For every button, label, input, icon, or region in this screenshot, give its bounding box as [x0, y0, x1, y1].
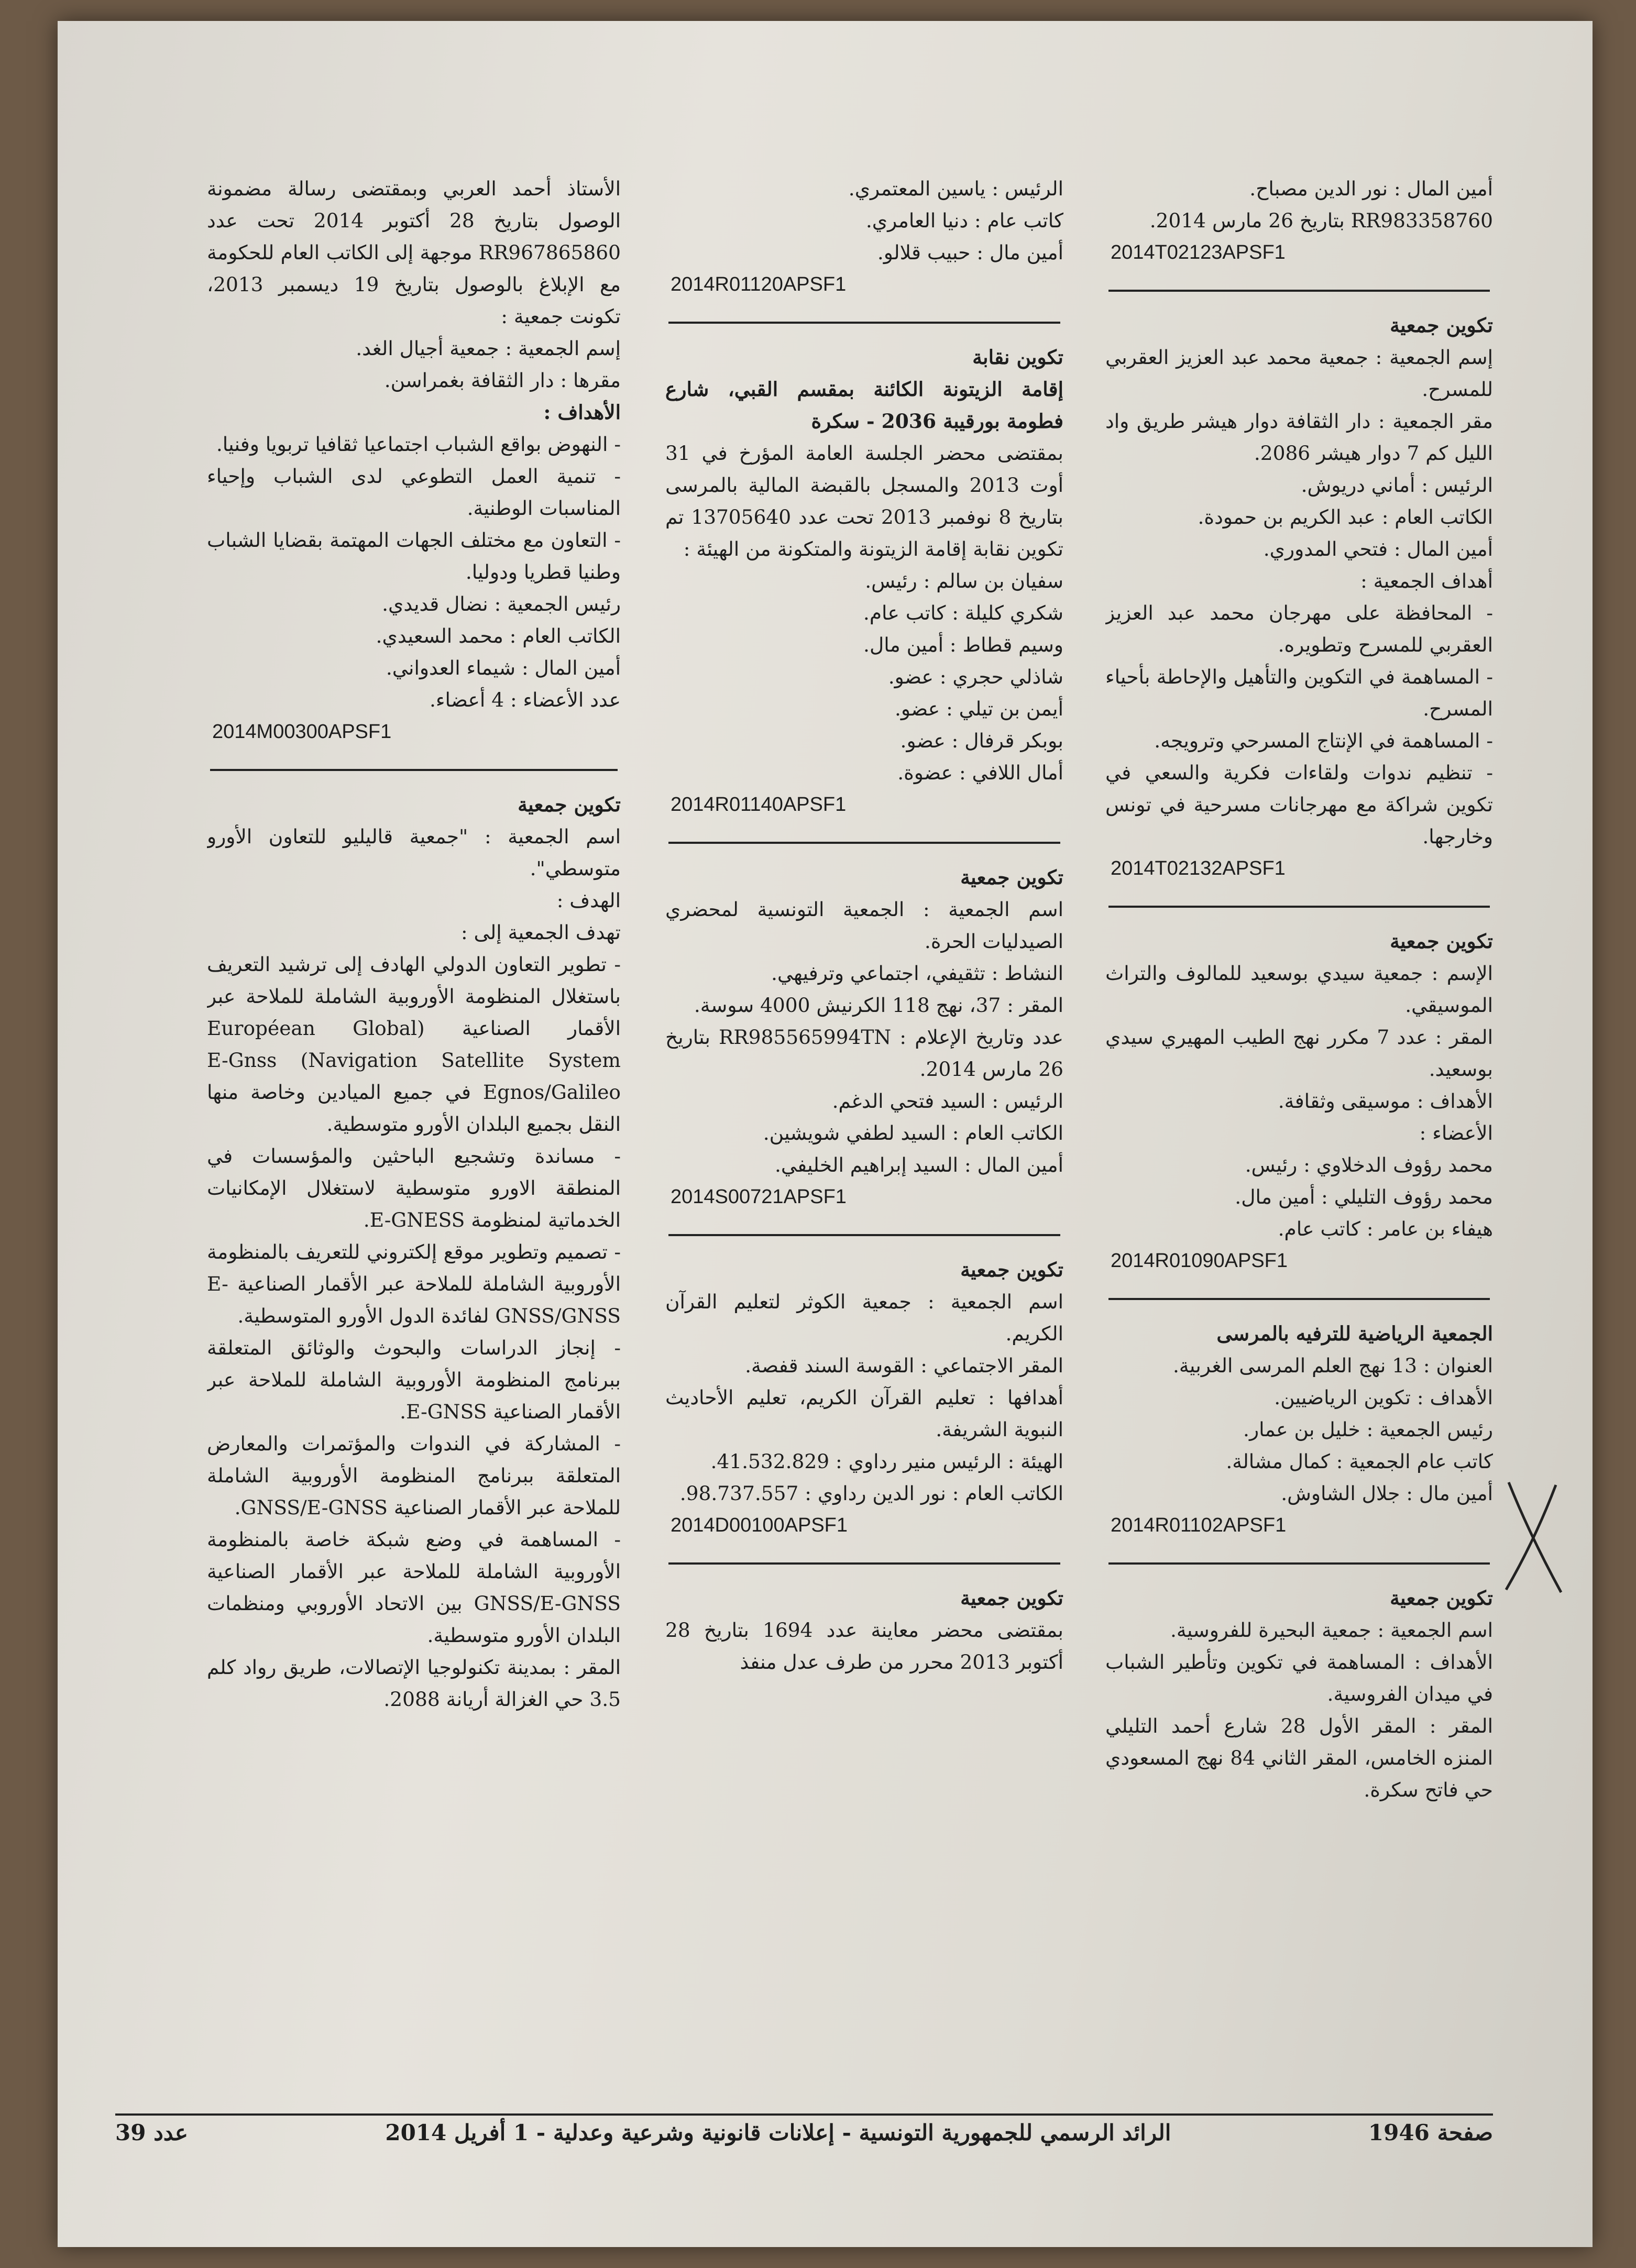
- text-paragraph: أمين مال : جلال الشاوش.: [1281, 1482, 1493, 1505]
- text-paragraph: الأهداف : موسيقى وثقافة.: [1278, 1089, 1493, 1113]
- text-paragraph: هيفاء بن عامر : كاتب عام.: [1278, 1217, 1493, 1240]
- text-paragraph: - النهوض بواقع الشباب اجتماعيا ثقافيا تربويا وفنيا.: [216, 433, 621, 456]
- section-divider: [668, 842, 1060, 844]
- text-paragraph: كاتب عام الجمعية : كمال مشالة.: [1226, 1450, 1493, 1473]
- reference-code: 2014D00100APSF1: [671, 1514, 848, 1536]
- text-paragraph: الكاتب العام : محمد السعيدي.: [376, 624, 621, 647]
- text-paragraph: أيمن بن تيلي : عضو.: [895, 697, 1063, 720]
- text-paragraph: الهدف :: [556, 889, 621, 912]
- text-paragraph: أهداف الجمعية :: [1360, 569, 1493, 592]
- page-footer: [115, 2113, 1493, 2145]
- footer-page-number: صفحة 1946: [1368, 2120, 1493, 2145]
- text-paragraph: - المساهمة في الإنتاج المسرحي وترويجه.: [1154, 729, 1493, 752]
- text-paragraph: الرئيس : ياسين المعتمري.: [848, 177, 1063, 200]
- text-paragraph: الأعضاء :: [1419, 1121, 1493, 1144]
- section-heading: الأهداف :: [543, 401, 621, 424]
- text-paragraph: إسم الجمعية : جمعية أجيال الغد.: [356, 337, 621, 360]
- reference-code: 2014R01102APSF1: [1111, 1514, 1287, 1536]
- section-heading: تكوين جمعية: [960, 1258, 1063, 1281]
- text-paragraph: الرئيس : أماني دريوش.: [1301, 474, 1493, 497]
- section-divider: [668, 1562, 1060, 1565]
- text-paragraph: اسم الجمعية : الجمعية التونسية لمحضري الصيدليات الحرة.: [665, 898, 1063, 953]
- text-paragraph: عدد الأعضاء : 4 أعضاء.: [430, 688, 621, 711]
- text-paragraph: وسيم قطاط : أمين مال.: [863, 633, 1063, 656]
- text-paragraph: أمين المال : شيماء العدواني.: [386, 656, 621, 679]
- text-paragraph: أمال اللافي : عضوة.: [897, 761, 1063, 784]
- text-paragraph: مقرها : دار الثقافة بغمراسن.: [384, 369, 621, 392]
- text-paragraph: - المساهمة في التكوين والتأهيل والإحاطة بأحياء المسرح.: [1105, 665, 1493, 720]
- text-paragraph: رئيس الجمعية : نضال قديدي.: [382, 592, 621, 615]
- section-heading: تكوين جمعية: [960, 866, 1063, 889]
- column-left: [207, 173, 621, 2058]
- text-paragraph: سفيان بن سالم : رئيس.: [865, 569, 1063, 592]
- text-paragraph: اسم الجمعية : "جمعية قاليليو للتعاون الأورو متوسطي".: [207, 825, 621, 880]
- text-paragraph: كاتب عام : دنيا العامري.: [865, 209, 1063, 232]
- section-heading: تكوين جمعية: [960, 1587, 1063, 1610]
- section-divider: [210, 769, 618, 771]
- text-paragraph: المقر : عدد 7 مكرر نهج الطيب المهيري سيدي بوسعيد.: [1105, 1026, 1493, 1081]
- text-paragraph: أمين مال : حبيب قلالو.: [877, 241, 1063, 264]
- footer-publication-title: الرائد الرسمي للجمهورية التونسية - إعلانات قانونية وشرعية وعدلية - 1 أفريل 2014: [385, 2120, 1171, 2145]
- section-heading: تكوين نقابة: [972, 346, 1063, 369]
- text-paragraph: الأستاذ أحمد العربي وبمقتضى رسالة مضمونة الوصول بتاريخ 28 أكتوبر 2014 تحت عدد RR967865860 موجهة إلى الكاتب العام للحكومة مع الإبلاغ بالوصول بتاريخ 19 ديسمبر 2013، تكونت جمعية :: [207, 177, 621, 328]
- text-paragraph: مقر الجمعية : دار الثقافة دوار هيشر طريق واد الليل كم 7 دوار هيشر 2086.: [1105, 410, 1493, 465]
- text-paragraph: الكاتب العام : السيد لطفي شويشين.: [763, 1121, 1063, 1144]
- reference-code: 2014R01120APSF1: [671, 273, 847, 295]
- text-paragraph: رئيس الجمعية : خليل بن عمار.: [1243, 1418, 1493, 1441]
- text-paragraph: الهيئة : الرئيس منير رداوي : 41.532.829.: [710, 1450, 1063, 1473]
- text-paragraph: الكاتب العام : عبد الكريم بن حمودة.: [1198, 505, 1493, 529]
- reference-code: 2014T02123APSF1: [1111, 241, 1286, 263]
- footer-issue-number: عدد 39: [115, 2120, 188, 2145]
- text-paragraph: المقر الاجتماعي : القوسة السند قفصة.: [745, 1354, 1063, 1377]
- text-paragraph: النشاط : تثقيفي، اجتماعي وترفيهي.: [771, 962, 1063, 985]
- text-paragraph: - التعاون مع مختلف الجهات المهتمة بقضايا الشباب وطنيا قطريا ودوليا.: [207, 529, 621, 583]
- text-paragraph: أمين المال : فتحي المدوري.: [1263, 537, 1493, 560]
- column-middle: [665, 173, 1063, 2058]
- text-paragraph: - المشاركة في الندوات والمؤتمرات والمعارض المتعلقة ببرنامج المنظومة الأوروبية الشاملة للملاحة عبر الأقمار الصناعية GNSS/E-GNSS.: [207, 1432, 621, 1519]
- section-heading: تكوين جمعية: [1390, 930, 1493, 953]
- text-paragraph: - مساندة وتشجيع الباحثين والمؤسسات في المنطقة الاورو متوسطية لاستغلال الإمكانيات الخدماتية لمنظومة E-GNESS.: [207, 1144, 621, 1231]
- text-paragraph: - المحافظة على مهرجان محمد عبد العزيز العقربي للمسرح وتطويره.: [1105, 601, 1493, 656]
- text-paragraph: المقر : المقر الأول 28 شارع أحمد التليلي المنزه الخامس، المقر الثاني 84 نهج المسعودي حي فاتح سكرة.: [1105, 1714, 1493, 1801]
- text-paragraph: الإسم : جمعية سيدي بوسعيد للمالوف والتراث الموسيقي.: [1105, 962, 1493, 1017]
- section-divider: [1108, 1562, 1490, 1565]
- text-paragraph: أمين المال : السيد إبراهيم الخليفي.: [774, 1153, 1063, 1176]
- text-paragraph: اسم الجمعية : جمعية الكوثر لتعليم القرآن الكريم.: [665, 1290, 1063, 1345]
- section-divider: [1108, 1298, 1490, 1300]
- text-paragraph: إسم الجمعية : جمعية محمد عبد العزيز العقربي للمسرح.: [1105, 346, 1493, 401]
- text-paragraph: بمقتضى محضر معاينة عدد 1694 بتاريخ 28 أكتوبر 2013 محرر من طرف عدل منفذ: [665, 1619, 1063, 1674]
- handwritten-x-mark: [1498, 1477, 1566, 1598]
- text-paragraph: اسم الجمعية : جمعية البحيرة للفروسية.: [1170, 1619, 1493, 1642]
- text-paragraph: محمد رؤوف الدخلاوي : رئيس.: [1245, 1153, 1493, 1176]
- section-heading: تكوين جمعية: [518, 793, 621, 816]
- section-divider: [1108, 906, 1490, 908]
- text-paragraph: الأهداف : المساهمة في تكوين وتأطير الشباب في ميدان الفروسية.: [1105, 1650, 1493, 1705]
- text-paragraph: - إنجاز الدراسات والبحوث والوثائق المتعلقة ببرنامج المنظومة الأوروبية الشاملة للملاحة عبر الأقمار الصناعية E-GNSS.: [207, 1336, 621, 1423]
- text-paragraph: - تنظيم ندوات ولقاءات فكرية والسعي في تكوين شراكة مع مهرجانات مسرحية في تونس وخارجها.: [1105, 761, 1493, 848]
- reference-code: 2014T02132APSF1: [1111, 857, 1286, 879]
- text-paragraph: - تطوير التعاون الدولي الهادف إلى ترشيد التعريف باستغلال المنظومة الأوروبية الشاملة للملاحة عبر الأقمار الصناعية (Européean Global Navigation Satellite System) E-Gnss Egnos/Galileo في جميع الميادين وخاصة منها النقل بجميع البلدان الأورو متوسطية.: [207, 953, 621, 1136]
- reference-code: 2014R01140APSF1: [671, 794, 847, 816]
- section-heading: الجمعية الرياضية للترفيه بالمرسى: [1216, 1322, 1493, 1345]
- text-paragraph: بوبكر قرفال : عضو.: [900, 729, 1063, 752]
- section-heading: إقامة الزيتونة الكائنة بمقسم القبي، شارع فطومة بورقيبة 2036 - سكرة: [665, 378, 1063, 433]
- text-paragraph: - تصميم وتطوير موقع إلكتروني للتعريف بالمنظومة الأوروبية الشاملة للملاحة عبر الأقمار الصناعية E-GNSS/GNSS لفائدة الدول الأورو المتوسطية.: [207, 1240, 621, 1327]
- text-paragraph: المقر : بمدينة تكنولوجيا الإتصالات، طريق رواد كلم 3.5 حي الغزالة أريانة 2088.: [207, 1656, 621, 1711]
- text-paragraph: أمين المال : نور الدين مصباح.: [1249, 177, 1493, 200]
- text-paragraph: الكاتب العام : نور الدين رداوي : 98.737.557.: [679, 1482, 1063, 1505]
- section-divider: [1108, 290, 1490, 292]
- text-paragraph: شكري كليلة : كاتب عام.: [863, 601, 1063, 624]
- text-paragraph: عدد وتاريخ الإعلام : RR985565994TN بتاريخ 26 مارس 2014.: [665, 1026, 1063, 1081]
- text-paragraph: أهدافها : تعليم القرآن الكريم، تعليم الأحاديث النبوية الشريفة.: [665, 1386, 1063, 1441]
- column-right: [1105, 173, 1493, 2058]
- section-divider: [668, 322, 1060, 324]
- text-paragraph: الرئيس : السيد فتحي الدغم.: [832, 1089, 1063, 1113]
- reference-code: 2014S00721APSF1: [671, 1186, 847, 1208]
- text-paragraph: - المساهمة في وضع شبكة خاصة بالمنظومة الأوروبية الشاملة للملاحة عبر الأقمار الصناعية GNSS/E-GNSS بين الاتحاد الأوروبي ومنظمات البلدان الأورو متوسطية.: [207, 1528, 621, 1647]
- text-paragraph: شاذلي حجري : عضو.: [888, 665, 1063, 688]
- reference-code: 2014M00300APSF1: [212, 721, 392, 743]
- text-paragraph: بمقتضى محضر الجلسة العامة المؤرخ في 31 أوت 2013 والمسجل بالقبضة المالية بالمرسى بتاريخ 8 نوفمبر 2013 تحت عدد 13705640 تم تكوين نقابة إقامة الزيتونة والمتكونة من الهيئة :: [665, 442, 1063, 560]
- reference-code: 2014R01090APSF1: [1111, 1250, 1288, 1272]
- text-paragraph: RR983358760 بتاريخ 26 مارس 2014.: [1149, 209, 1493, 232]
- section-divider: [668, 1234, 1060, 1236]
- text-paragraph: الأهداف : تكوين الرياضيين.: [1274, 1386, 1493, 1409]
- journal-page: [58, 21, 1593, 2247]
- text-paragraph: المقر : 37، نهج 118 الكرنيش 4000 سوسة.: [694, 994, 1063, 1017]
- section-heading: تكوين جمعية: [1390, 314, 1493, 337]
- section-heading: تكوين جمعية: [1390, 1587, 1493, 1610]
- text-paragraph: - تنمية العمل التطوعي لدى الشباب وإحياء المناسبات الوطنية.: [207, 465, 621, 520]
- text-paragraph: العنوان : 13 نهج العلم المرسى الغربية.: [1173, 1354, 1493, 1377]
- text-paragraph: تهدف الجمعية إلى :: [460, 921, 621, 944]
- text-paragraph: محمد رؤوف التليلي : أمين مال.: [1235, 1185, 1493, 1208]
